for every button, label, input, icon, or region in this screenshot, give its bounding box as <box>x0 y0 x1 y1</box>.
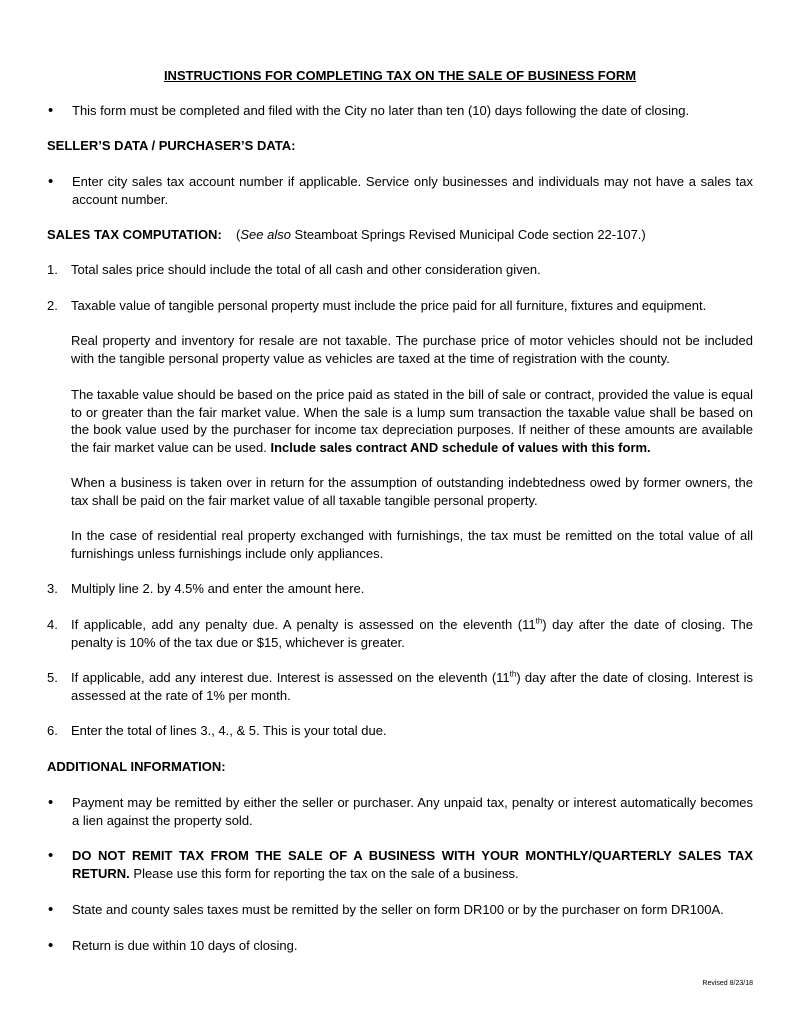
list-number: 3. <box>47 581 58 596</box>
item-2-paragraph-real-property: Real property and inventory for resale are not taxable. The purchase price of motor vehicles should not be included with the tangible personal property value as vehicles are taxed at the time of registration with the county. <box>71 333 753 366</box>
list-number: 6. <box>47 723 58 738</box>
interest-text-a: If applicable, add any interest due. Interest is assessed on the eleventh (11 <box>71 670 510 685</box>
list-item-5-text <box>71 669 753 704</box>
state-county-text: State and county sales taxes must be remitted by the seller on form DR100 or by the purchaser on form DR100A. <box>72 902 724 917</box>
payment-text: Payment may be remitted by either the seller or purchaser. Any unpaid tax, penalty or interest automatically becomes a lien against the property sold. <box>72 795 753 828</box>
do-not-remit-bold: DO NOT REMIT TAX FROM THE SALE OF A BUSINESS WITH YOUR MONTHLY/QUARTERLY SALES TAX RETURN. <box>72 848 753 881</box>
do-not-remit-rest: Please use this form for reporting the tax on the sale of a business. <box>129 865 519 881</box>
additional-information-heading: ADDITIONAL INFORMATION: <box>47 759 226 774</box>
item-2-paragraph-furnishings: In the case of residential real property exchanged with furnishings, the tax must be remitted on the total value of all furnishings unless furnishings include only appliances. <box>71 528 753 561</box>
list-item-2 <box>47 297 753 315</box>
bullet-marker: • <box>48 847 54 864</box>
intro-bullet-text: This form must be completed and filed with the City no later than ten (10) days following the date of closing. <box>72 103 690 118</box>
ordinal-suffix: th <box>509 669 517 679</box>
list-item-6 <box>47 722 753 740</box>
item-2-paragraph-indebtedness: When a business is taken over in return for the assumption of outstanding indebtedness owed by former owners, the tax shall be paid on the fair market value of all taxable tangible personal property. <box>71 475 753 508</box>
list-item-5 <box>47 669 753 704</box>
list-item-4 <box>47 616 753 651</box>
sales-tax-note-see-also: See also <box>240 227 291 242</box>
do-not-remit-text <box>72 847 753 882</box>
bullet-marker: • <box>48 937 54 954</box>
interest-text-b: ) day after the date of closing. Interest is assessed at the rate of 1% per month. <box>71 670 753 703</box>
additional-bullet-return-due <box>47 937 753 955</box>
list-number: 4. <box>47 617 58 632</box>
seller-bullet-text: Enter city sales tax account number if applicable. Service only businesses and individuals may not have a sales tax account number. <box>72 174 753 207</box>
bullet-marker: • <box>48 794 54 811</box>
sales-tax-note-rest: Steamboat Springs Revised Municipal Code section 22-107.) <box>290 227 646 242</box>
list-item-3-text: Multiply line 2. by 4.5% and enter the amount here. <box>71 581 365 596</box>
taxable-value-bold-note: Include sales contract AND schedule of values with this form. <box>270 439 651 455</box>
list-item-1 <box>47 261 753 279</box>
additional-bullet-payment <box>47 794 753 829</box>
ordinal-suffix: th <box>535 616 543 626</box>
bullet-marker: • <box>48 901 54 918</box>
item-2-paragraph-taxable-value <box>71 386 753 456</box>
return-due-text: Return is due within 10 days of closing. <box>72 938 298 953</box>
penalty-text-b: ) day after the date of closing. The penalty is 10% of the tax due or $15, whichever is greater. <box>71 617 753 650</box>
bullet-marker: • <box>48 102 54 119</box>
taxable-value-text: The taxable value should be based on the price paid as stated in the bill of sale or contract, provided the value is equal to or greater than the fair market value. When the sale is a lump sum transaction the taxable value shall be based on the book value used by the purchaser for income tax depreciation purposes. If neither of these amounts are available the fair market value can be used. <box>71 387 753 455</box>
sales-tax-note-open: ( <box>236 227 241 242</box>
sales-tax-heading-line <box>47 226 753 244</box>
list-item-3 <box>47 580 753 598</box>
list-number: 5. <box>47 670 58 685</box>
intro-bullet-item <box>47 102 753 120</box>
seller-bullet-item <box>47 173 753 208</box>
list-item-6-text: Enter the total of lines 3., 4., & 5. This is your total due. <box>71 723 387 738</box>
additional-bullet-do-not-remit <box>47 847 753 882</box>
additional-bullet-state-county <box>47 901 753 919</box>
seller-purchaser-heading: SELLER’S DATA / PURCHASER’S DATA: <box>47 138 296 153</box>
list-item-4-text <box>71 616 753 651</box>
penalty-text-a: If applicable, add any penalty due. A penalty is assessed on the eleventh (11 <box>71 617 536 632</box>
revision-date: Revised 8/23/18 <box>702 980 753 987</box>
document-title: INSTRUCTIONS FOR COMPLETING TAX ON THE SALE OF BUSINESS FORM <box>163 68 637 83</box>
list-item-1-text: Total sales price should include the total of all cash and other consideration given. <box>71 262 541 277</box>
list-number: 2. <box>47 298 58 313</box>
sales-tax-heading: SALES TAX COMPUTATION: <box>47 227 222 242</box>
list-number: 1. <box>47 262 58 277</box>
bullet-marker: • <box>48 173 54 190</box>
list-item-2-text: Taxable value of tangible personal property must include the price paid for all furniture, fixtures and equipment. <box>71 298 707 313</box>
